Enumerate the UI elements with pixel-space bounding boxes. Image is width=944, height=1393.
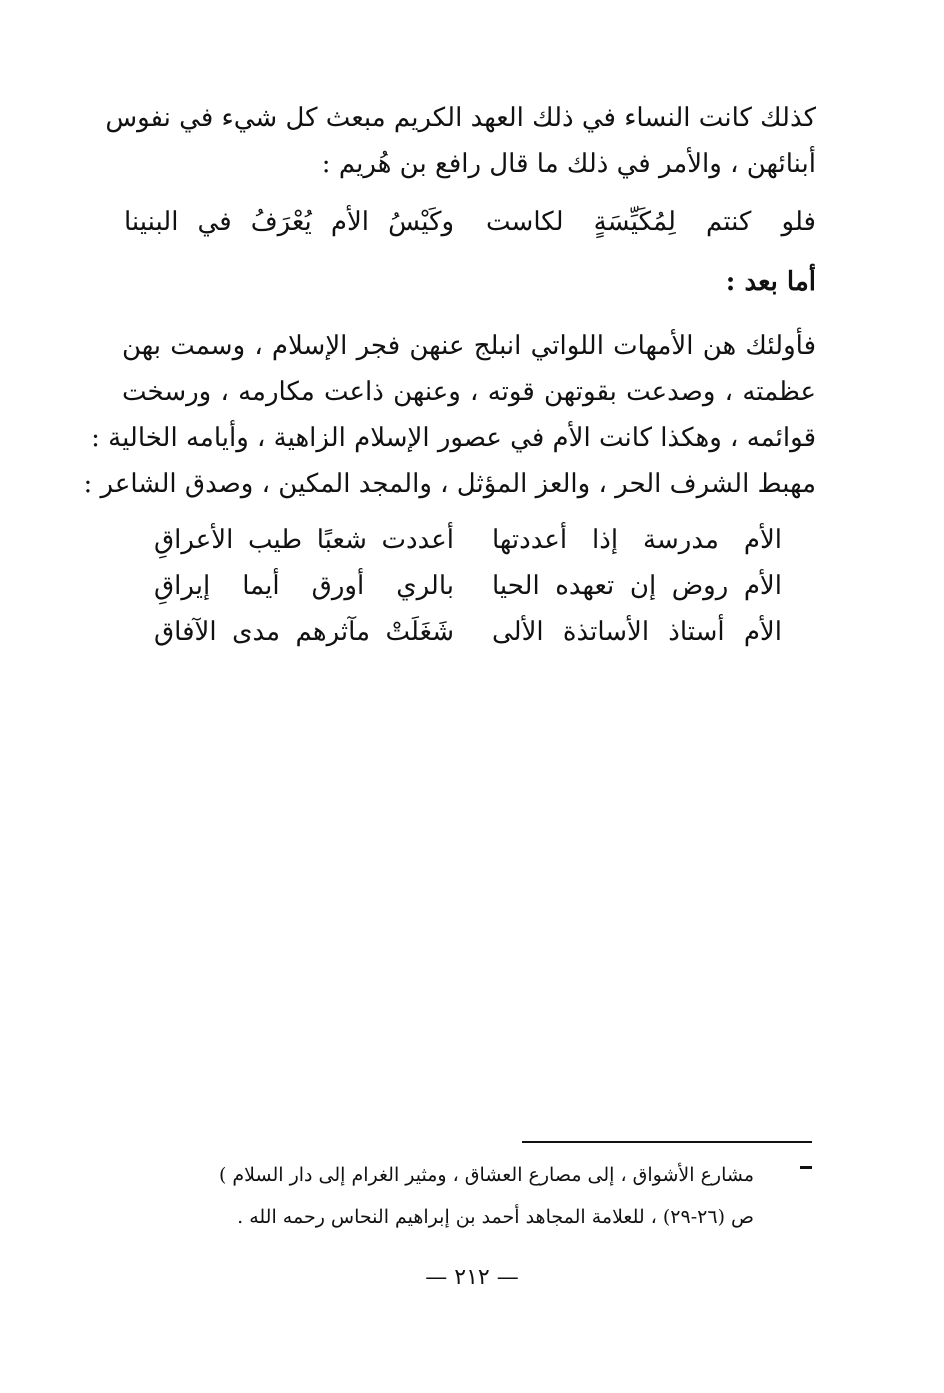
poem-first-hemistich: الأم مدرسة إذا أعددتها (492, 525, 782, 555)
page-number: — ٢١٢ — (425, 1265, 519, 1290)
verse-first-hemistich: فلو كنتم لِمُكَيِّسَةٍ لكاست (486, 207, 816, 237)
poem-second-hemistich: شَغَلَتْ مآثرهم مدى الآفاق (154, 617, 454, 647)
paragraph-line: كذلك كانت النساء في ذلك العهد الكريم مبعث كل شيء في نفوس (105, 103, 816, 133)
paragraph-line: عظمته ، وصدعت بقوتهن قوته ، وعنهن ذاعت مكارمه ، ورسخت (122, 377, 816, 407)
paragraph-line: فأولئك هن الأمهات اللواتي انبلج عنهن فجر الإسلام ، وسمت بهن (122, 331, 816, 361)
section-heading: أما بعد : (725, 267, 816, 297)
poem-second-hemistich: بالري أورق أيما إيراقِ (154, 571, 454, 601)
paragraph-line: مهبط الشرف الحر ، والعز المؤثل ، والمجد المكين ، وصدق الشاعر : (83, 469, 816, 499)
paragraph-line: أبنائهن ، والأمر في ذلك ما قال رافع بن هُريم : (321, 149, 816, 179)
poem-first-hemistich: الأم روض إن تعهده الحيا (492, 571, 782, 601)
poem-second-hemistich: أعددت شعبًا طيب الأعراقِ (154, 525, 454, 555)
footnote-line: مشارع الأشواق ، إلى مصارع العشاق ، ومثير الغرام إلى دار السلام ) (218, 1164, 754, 1186)
footnote-rule (522, 1141, 812, 1143)
paragraph-line: قوائمه ، وهكذا كانت الأم في عصور الإسلام الزاهية ، وأيامه الخالية : (91, 423, 816, 453)
verse-second-hemistich: وكَيْسُ الأم يُعْرَفُ في البنينا (124, 207, 454, 237)
footnote-line: ص (٢٦-٢٩) ، للعلامة المجاهد أحمد بن إبراهيم النحاس رحمه الله . (237, 1206, 754, 1228)
footnote-marker (800, 1166, 812, 1169)
poem-first-hemistich: الأم أستاذ الأساتذة الألى (492, 617, 782, 647)
